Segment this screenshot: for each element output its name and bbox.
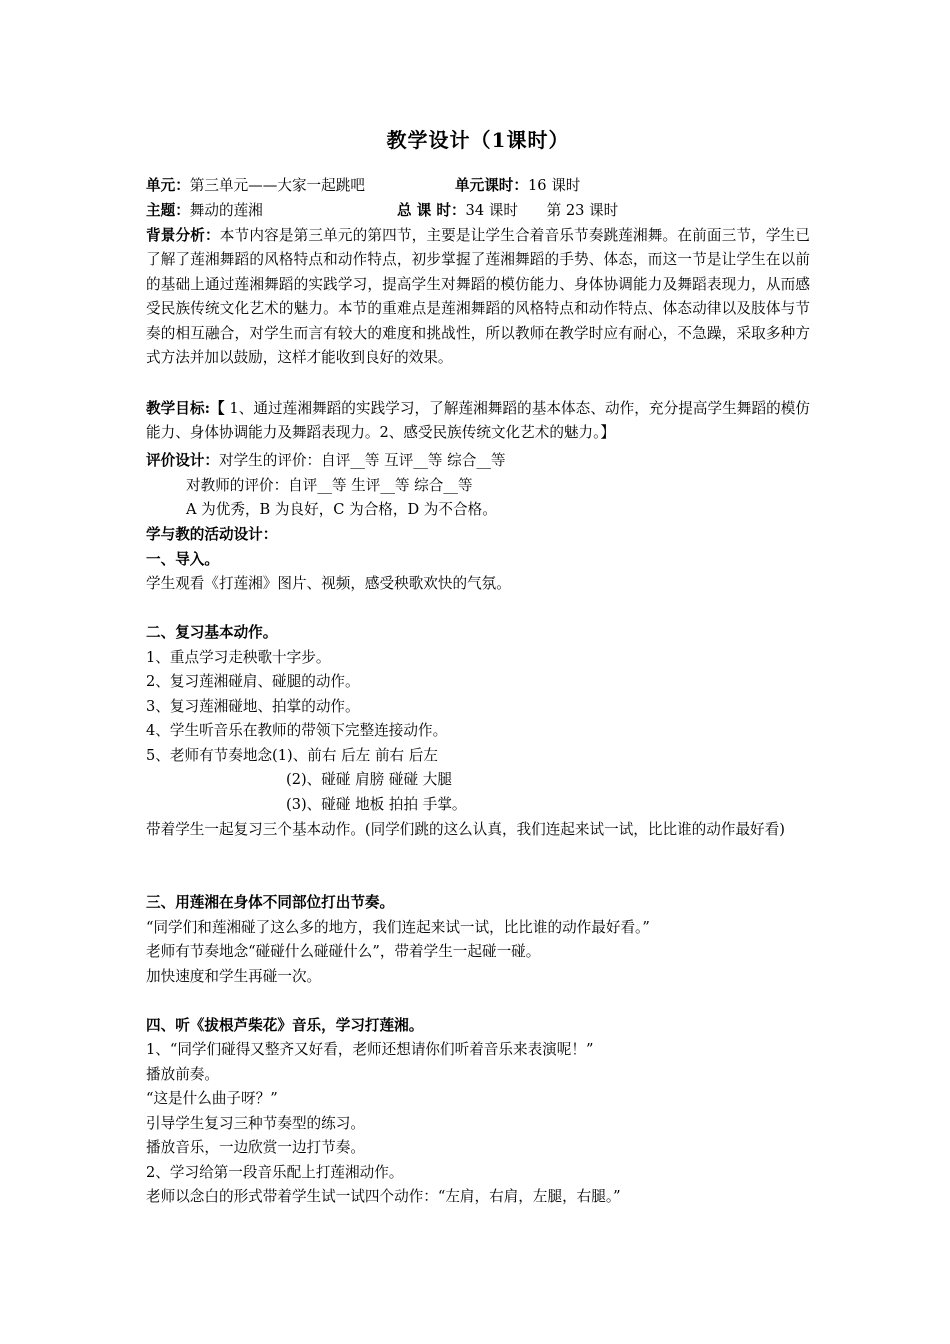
- section2-line: 5、老师有节奏地念(1)、前右 后左 前右 后左: [146, 747, 438, 764]
- section4-line: “这是什么曲子呀？”: [146, 1090, 278, 1107]
- section2-line: 3、复习莲湘碰地、拍掌的动作。: [146, 698, 360, 715]
- grade-legend: A 为优秀，B 为良好，C 为合格，D 为不合格。: [186, 501, 497, 518]
- section4-heading: 四、听《拔根芦柴花》音乐，学习打莲湘。: [146, 1017, 424, 1034]
- section4-line: 1、“同学们碰得又整齐又好看，老师还想请你们听着音乐来表演呢！”: [146, 1041, 594, 1058]
- lesson-number: 第 23 课时: [546, 202, 619, 219]
- topic-label: 主题：: [146, 202, 190, 219]
- background-text: 本节内容是第三单元的第四节，主要是让学生合着音乐节奏跳莲湘舞。在前面三节，学生已了解了莲湘舞蹈的风格特点和动作特点，初步掌握了莲湘舞蹈的手势、体态，而这一节是让学生在以前的基础上通过莲湘舞蹈的实践学习，提高学生对舞蹈的模仿能力、身体协调能力及舞蹈表现力，从而感受民族传统文化艺术的魅力。本节的重难点是莲湘舞蹈的风格特点和动作特点、体态动律以及肢体与节奏的相互融合，对学生而言有较大的难度和挑战性，所以教师在教学时应有耐心，不急躁，采取多种方式方法并加以鼓励，这样才能收到良好的效果。: [146, 227, 810, 367]
- section2-heading: 二、复习基本动作。: [146, 624, 278, 641]
- student-evaluation: 对学生的评价：自评__等 互评__等 综合__等: [218, 452, 506, 469]
- section3-line: 加快速度和学生再碰一次。: [146, 968, 322, 985]
- section2-line: 4、学生听音乐在教师的带领下完整连接动作。: [146, 722, 448, 739]
- goals-text: 1、通过莲湘舞蹈的实践学习，了解莲湘舞蹈的基本体态、动作，充分提高学生舞蹈的模仿能力、身体协调能力及舞蹈表现力。2、感受民族传统文化艺术的魅力。】: [146, 400, 811, 442]
- unit-hours-value: 16 课时: [527, 177, 581, 194]
- activity-heading: 学与教的活动设计：: [146, 526, 278, 543]
- unit-row: [146, 174, 365, 198]
- teacher-evaluation: 对教师的评价：自评__等 生评__等 综合__等: [186, 477, 473, 494]
- section4-line: 老师以念白的形式带着学生试一试四个动作：“左肩，右肩，左腿，右腿。”: [146, 1188, 621, 1205]
- section2-subline: (3)、碰碰 地板 拍拍 手掌。: [286, 796, 467, 813]
- section3-heading: 三、用莲湘在身体不同部位打出节奏。: [146, 894, 395, 911]
- section1-heading: 一、导入。: [146, 551, 219, 568]
- unit-label: 单元：: [146, 177, 190, 194]
- section2-closing: 带着学生一起复习三个基本动作。(同学们跳的这么认真，我们连起来试一试，比比谁的动作最好看): [146, 821, 785, 838]
- section3-line: 老师有节奏地念“碰碰什么碰碰什么”，带着学生一起碰一碰。: [146, 943, 541, 960]
- total-hours-row: [397, 199, 618, 223]
- unit-hours-label: 单元课时：: [455, 177, 528, 194]
- unit-value: 第三单元——大家一起跳吧: [189, 177, 365, 194]
- evaluation-row: [146, 449, 506, 473]
- section4-line: 引导学生复习三种节奏型的练习。: [146, 1115, 365, 1132]
- teaching-goals: [146, 397, 810, 446]
- section3-line: “同学们和莲湘碰了这么多的地方，我们连起来试一试，比比谁的动作最好看。”: [146, 919, 650, 936]
- background-label: 背景分析：: [146, 227, 220, 244]
- topic-row: [146, 199, 263, 223]
- section4-line: 播放音乐，一边欣赏一边打节奏。: [146, 1139, 365, 1156]
- topic-value: 舞动的莲湘: [189, 202, 263, 219]
- goals-label: 教学目标:【: [146, 400, 225, 417]
- background-analysis: [146, 224, 810, 370]
- total-hours-value: 34 课时: [465, 202, 518, 219]
- section2-line: 1、重点学习走秧歌十字步。: [146, 649, 331, 666]
- evaluation-label: 评价设计：: [146, 452, 219, 469]
- page-title: 教学设计（1课时）: [386, 128, 570, 152]
- section1-line: 学生观看《打莲湘》图片、视频，感受秧歌欢快的气氛。: [146, 575, 511, 592]
- total-hours-label: 总 课 时：: [397, 202, 466, 219]
- section2-subline: (2)、碰碰 肩膀 碰碰 大腿: [286, 771, 452, 788]
- section4-line: 播放前奏。: [146, 1066, 219, 1083]
- section4-line: 2、学习给第一段音乐配上打莲湘动作。: [146, 1164, 404, 1181]
- unit-hours-row: [455, 174, 580, 198]
- section2-line: 2、复习莲湘碰肩、碰腿的动作。: [146, 673, 360, 690]
